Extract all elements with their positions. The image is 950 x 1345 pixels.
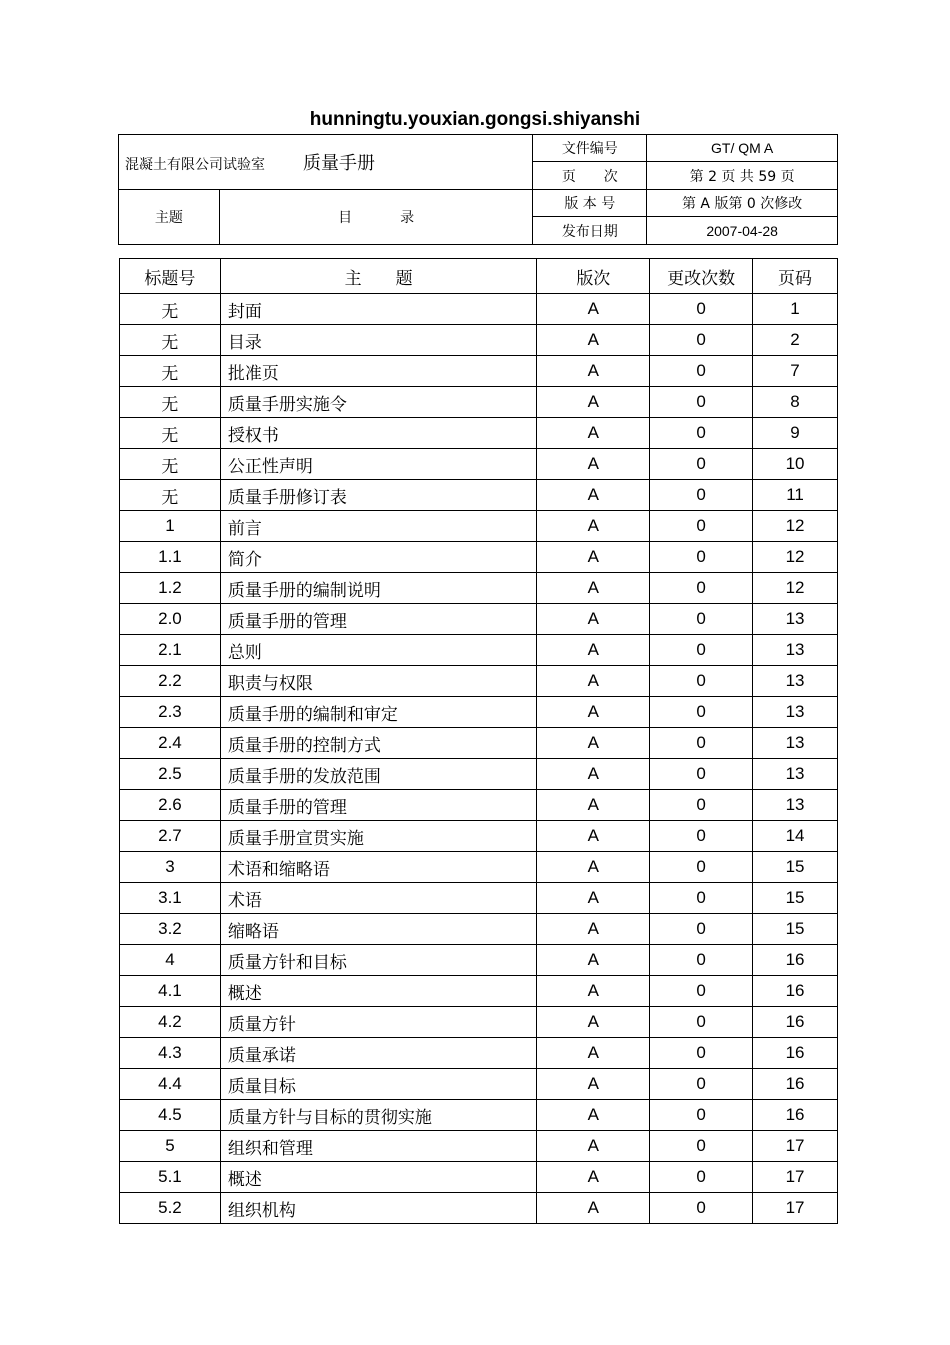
row-num: 3 — [120, 852, 221, 883]
row-edition: A — [537, 573, 650, 604]
row-revisions: 0 — [650, 945, 753, 976]
row-subject: 质量方针 — [220, 1007, 537, 1038]
row-edition: A — [537, 821, 650, 852]
row-subject: 质量手册的控制方式 — [220, 728, 537, 759]
version-label: 版 本 号 — [533, 190, 647, 217]
row-revisions: 0 — [650, 480, 753, 511]
row-revisions: 0 — [650, 1069, 753, 1100]
table-row — [120, 914, 838, 945]
row-subject: 质量手册的发放范围 — [220, 759, 537, 790]
row-subject: 质量方针和目标 — [220, 945, 537, 976]
table-row — [120, 790, 838, 821]
row-page: 16 — [753, 1007, 838, 1038]
row-edition: A — [537, 666, 650, 697]
table-row — [120, 511, 838, 542]
table-row — [120, 418, 838, 449]
row-subject: 缩略语 — [220, 914, 537, 945]
row-page: 8 — [753, 387, 838, 418]
page-value: 第 2 页 共 59 页 — [647, 162, 838, 190]
row-revisions: 0 — [650, 294, 753, 325]
row-num: 2.5 — [120, 759, 221, 790]
row-num: 1.2 — [120, 573, 221, 604]
row-revisions: 0 — [650, 1007, 753, 1038]
row-num: 无 — [120, 356, 221, 387]
row-num: 无 — [120, 449, 221, 480]
table-row — [120, 604, 838, 635]
row-page: 16 — [753, 1038, 838, 1069]
row-page: 12 — [753, 573, 838, 604]
row-page: 14 — [753, 821, 838, 852]
table-row — [120, 976, 838, 1007]
row-edition: A — [537, 852, 650, 883]
row-revisions: 0 — [650, 666, 753, 697]
row-revisions: 0 — [650, 542, 753, 573]
row-num: 无 — [120, 294, 221, 325]
table-row — [120, 945, 838, 976]
row-edition: A — [537, 356, 650, 387]
row-subject: 批准页 — [220, 356, 537, 387]
row-revisions: 0 — [650, 914, 753, 945]
row-num: 4.1 — [120, 976, 221, 1007]
row-revisions: 0 — [650, 635, 753, 666]
subject-label: 主题 — [119, 190, 220, 245]
table-row — [120, 697, 838, 728]
table-row — [120, 325, 838, 356]
row-revisions: 0 — [650, 821, 753, 852]
row-revisions: 0 — [650, 759, 753, 790]
row-num: 4.4 — [120, 1069, 221, 1100]
row-subject: 质量手册的管理 — [220, 604, 537, 635]
row-edition: A — [537, 511, 650, 542]
row-subject: 组织机构 — [220, 1193, 537, 1224]
table-row — [120, 759, 838, 790]
row-num: 2.3 — [120, 697, 221, 728]
row-page: 1 — [753, 294, 838, 325]
row-page: 13 — [753, 697, 838, 728]
manual-name: 质量手册 — [303, 153, 375, 174]
row-page: 13 — [753, 666, 838, 697]
row-subject: 质量手册实施令 — [220, 387, 537, 418]
row-edition: A — [537, 635, 650, 666]
row-num: 1 — [120, 511, 221, 542]
row-subject: 简介 — [220, 542, 537, 573]
row-num: 5.2 — [120, 1193, 221, 1224]
table-row — [120, 573, 838, 604]
table-row — [120, 356, 838, 387]
row-page: 12 — [753, 542, 838, 573]
row-revisions: 0 — [650, 604, 753, 635]
row-revisions: 0 — [650, 418, 753, 449]
row-subject: 质量方针与目标的贯彻实施 — [220, 1100, 537, 1131]
row-subject: 前言 — [220, 511, 537, 542]
row-edition: A — [537, 1162, 650, 1193]
row-edition: A — [537, 728, 650, 759]
row-num: 4.5 — [120, 1100, 221, 1131]
row-subject: 公正性声明 — [220, 449, 537, 480]
row-edition: A — [537, 449, 650, 480]
row-subject: 概述 — [220, 1162, 537, 1193]
toc-header-row — [120, 259, 838, 294]
row-page: 16 — [753, 945, 838, 976]
row-page: 17 — [753, 1162, 838, 1193]
table-row — [120, 1007, 838, 1038]
row-page: 15 — [753, 852, 838, 883]
row-subject: 质量承诺 — [220, 1038, 537, 1069]
col-header-subject: 主 题 — [220, 259, 537, 294]
row-edition: A — [537, 1069, 650, 1100]
table-row — [120, 387, 838, 418]
row-subject: 组织和管理 — [220, 1131, 537, 1162]
row-edition: A — [537, 294, 650, 325]
row-num: 3.1 — [120, 883, 221, 914]
row-page: 9 — [753, 418, 838, 449]
row-revisions: 0 — [650, 1100, 753, 1131]
row-num: 5 — [120, 1131, 221, 1162]
row-subject: 质量手册的编制和审定 — [220, 697, 537, 728]
row-subject: 质量手册的编制说明 — [220, 573, 537, 604]
date-label: 发布日期 — [533, 217, 647, 245]
table-row — [120, 1193, 838, 1224]
row-num: 2.2 — [120, 666, 221, 697]
row-edition: A — [537, 1038, 650, 1069]
col-header-num: 标题号 — [120, 259, 221, 294]
table-row — [120, 821, 838, 852]
row-revisions: 0 — [650, 883, 753, 914]
row-num: 无 — [120, 480, 221, 511]
table-row — [120, 449, 838, 480]
row-page: 13 — [753, 728, 838, 759]
site-title: hunningtu.youxian.gongsi.shiyanshi — [309, 109, 641, 130]
table-row — [120, 1038, 838, 1069]
row-page: 2 — [753, 325, 838, 356]
row-subject: 质量手册修订表 — [220, 480, 537, 511]
row-edition: A — [537, 604, 650, 635]
version-value: 第 A 版第 0 次修改 — [647, 190, 838, 217]
table-row — [120, 1131, 838, 1162]
row-edition: A — [537, 759, 650, 790]
table-row — [120, 294, 838, 325]
row-page: 16 — [753, 1069, 838, 1100]
row-revisions: 0 — [650, 449, 753, 480]
row-subject: 目录 — [220, 325, 537, 356]
row-edition: A — [537, 1193, 650, 1224]
row-edition: A — [537, 480, 650, 511]
row-page: 16 — [753, 976, 838, 1007]
row-revisions: 0 — [650, 1038, 753, 1069]
row-subject: 术语 — [220, 883, 537, 914]
row-edition: A — [537, 1131, 650, 1162]
table-row — [120, 728, 838, 759]
table-row — [120, 883, 838, 914]
row-revisions: 0 — [650, 1162, 753, 1193]
row-page: 13 — [753, 759, 838, 790]
page-label: 页 次 — [533, 162, 647, 190]
row-revisions: 0 — [650, 728, 753, 759]
row-num: 2.4 — [120, 728, 221, 759]
row-num: 4.3 — [120, 1038, 221, 1069]
row-revisions: 0 — [650, 790, 753, 821]
toc-title-char-2: 录 — [400, 210, 415, 226]
row-page: 15 — [753, 914, 838, 945]
date-value: 2007-04-28 — [647, 217, 838, 245]
row-page: 7 — [753, 356, 838, 387]
row-num: 无 — [120, 418, 221, 449]
row-revisions: 0 — [650, 1193, 753, 1224]
row-revisions: 0 — [650, 356, 753, 387]
row-edition: A — [537, 387, 650, 418]
row-num: 4.2 — [120, 1007, 221, 1038]
row-edition: A — [537, 883, 650, 914]
doc-no-value: GT/ QM A — [647, 135, 838, 162]
row-edition: A — [537, 542, 650, 573]
row-revisions: 0 — [650, 852, 753, 883]
toc-table — [119, 258, 838, 1224]
row-revisions: 0 — [650, 976, 753, 1007]
row-subject: 质量目标 — [220, 1069, 537, 1100]
row-page: 17 — [753, 1193, 838, 1224]
org-cell — [119, 135, 533, 190]
table-row — [120, 666, 838, 697]
row-num: 1.1 — [120, 542, 221, 573]
document-header-table — [118, 134, 838, 245]
table-row — [120, 542, 838, 573]
table-row — [120, 1162, 838, 1193]
row-num: 5.1 — [120, 1162, 221, 1193]
row-subject: 质量手册宣贯实施 — [220, 821, 537, 852]
row-subject: 封面 — [220, 294, 537, 325]
row-page: 10 — [753, 449, 838, 480]
row-subject: 职责与权限 — [220, 666, 537, 697]
row-num: 3.2 — [120, 914, 221, 945]
row-edition: A — [537, 945, 650, 976]
table-row — [120, 635, 838, 666]
row-subject: 总则 — [220, 635, 537, 666]
row-revisions: 0 — [650, 387, 753, 418]
table-row — [120, 1100, 838, 1131]
row-revisions: 0 — [650, 573, 753, 604]
row-num: 2.0 — [120, 604, 221, 635]
row-revisions: 0 — [650, 511, 753, 542]
row-revisions: 0 — [650, 697, 753, 728]
toc-title-char-1: 目 — [338, 210, 353, 226]
org-name: 混凝土有限公司试验室 — [125, 157, 265, 173]
row-page: 17 — [753, 1131, 838, 1162]
row-num: 4 — [120, 945, 221, 976]
row-num: 2.6 — [120, 790, 221, 821]
col-header-revisions: 更改次数 — [650, 259, 753, 294]
row-edition: A — [537, 914, 650, 945]
doc-no-label: 文件编号 — [533, 135, 647, 162]
row-page: 12 — [753, 511, 838, 542]
row-page: 16 — [753, 1100, 838, 1131]
table-row — [120, 480, 838, 511]
row-page: 13 — [753, 635, 838, 666]
table-row — [120, 852, 838, 883]
row-subject: 质量手册的管理 — [220, 790, 537, 821]
row-page: 11 — [753, 480, 838, 511]
row-edition: A — [537, 1007, 650, 1038]
row-edition: A — [537, 418, 650, 449]
row-edition: A — [537, 1100, 650, 1131]
row-num: 2.1 — [120, 635, 221, 666]
row-edition: A — [537, 790, 650, 821]
row-num: 2.7 — [120, 821, 221, 852]
row-page: 13 — [753, 604, 838, 635]
row-subject: 术语和缩略语 — [220, 852, 537, 883]
row-revisions: 0 — [650, 325, 753, 356]
row-revisions: 0 — [650, 1131, 753, 1162]
row-page: 13 — [753, 790, 838, 821]
row-page: 15 — [753, 883, 838, 914]
toc-title — [219, 190, 533, 245]
row-subject: 授权书 — [220, 418, 537, 449]
col-header-page: 页码 — [753, 259, 838, 294]
row-subject: 概述 — [220, 976, 537, 1007]
table-row — [120, 1069, 838, 1100]
row-num: 无 — [120, 325, 221, 356]
row-edition: A — [537, 976, 650, 1007]
col-header-edition: 版次 — [537, 259, 650, 294]
row-edition: A — [537, 325, 650, 356]
row-edition: A — [537, 697, 650, 728]
row-num: 无 — [120, 387, 221, 418]
